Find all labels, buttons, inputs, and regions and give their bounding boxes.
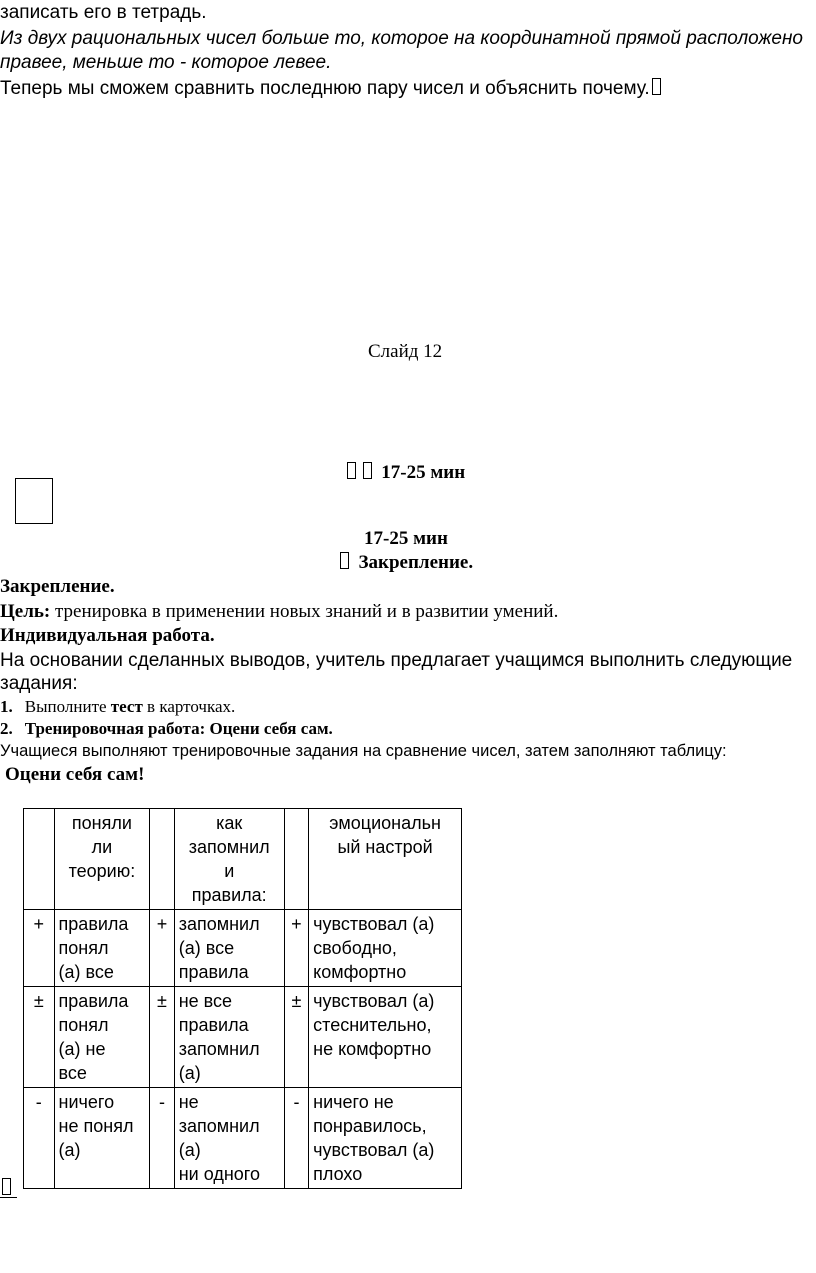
- intro-conclusion-text: Теперь мы сможем сравнить последнюю пару чисел и объяснить почему.: [0, 78, 650, 99]
- goal-label: Цель:: [0, 601, 51, 622]
- table-cell: правила понял (а) все: [54, 910, 150, 987]
- task-item: [0, 719, 333, 739]
- table-cell: правила понял (а) не все: [54, 987, 150, 1088]
- table-cell: не запомнил (а) ни одного: [174, 1088, 284, 1189]
- task-number: 1.: [0, 697, 13, 716]
- row-mark: ±: [284, 987, 308, 1088]
- rule-text-line-1: Из двух рациональных чисел больше то, которое на координатной прямой расположено: [0, 28, 803, 49]
- slide-label: Слайд 12: [368, 341, 443, 362]
- table-cell-empty: [284, 809, 308, 910]
- table-cell-empty: [24, 809, 55, 910]
- table-cell: чувствовал (а) свободно, комфортно: [309, 910, 462, 987]
- task-bold: тест: [110, 697, 143, 716]
- missing-glyph-icon: [340, 552, 349, 569]
- task-post: в карточках.: [142, 697, 236, 716]
- task-pre: Выполните: [24, 697, 111, 716]
- time-text-a: 17-25 мин: [381, 462, 466, 483]
- footer-mark: [0, 1178, 11, 1199]
- task-text: Тренировочная работа: Оцени себя сам.: [24, 719, 333, 738]
- table-row: [24, 1088, 462, 1189]
- header-rules: как запомнил и правила:: [174, 809, 284, 910]
- row-mark: ±: [150, 987, 174, 1088]
- row-mark: +: [150, 910, 174, 987]
- time-text-b: 17-25 мин: [364, 528, 448, 549]
- missing-glyph-icon: [363, 462, 372, 479]
- task-item: [0, 697, 235, 717]
- table-cell: чувствовал (а) стеснительно, не комфортно: [309, 987, 462, 1088]
- row-mark: -: [150, 1088, 174, 1189]
- self-assessment-table: [23, 808, 462, 1189]
- goal-text: тренировка в применении новых знаний и в развитии умений.: [50, 601, 559, 622]
- row-mark: -: [24, 1088, 55, 1189]
- table-cell: запомнил (а) все правила: [174, 910, 284, 987]
- table-row: [24, 987, 462, 1088]
- work-type: Индивидуальная работа.: [0, 625, 215, 646]
- intro-conclusion: [0, 78, 661, 100]
- rule-text-line-2: правее, меньше то - которое левее.: [0, 52, 332, 73]
- instruction-line-2: задания:: [0, 673, 78, 694]
- section-title: Закрепление.: [0, 576, 115, 597]
- row-mark: -: [284, 1088, 308, 1189]
- time-marker-a: [345, 462, 465, 484]
- table-header-row: [24, 809, 462, 910]
- header-theory: поняли ли теорию:: [54, 809, 150, 910]
- consolidation-heading: [338, 552, 473, 574]
- table-cell: не все правила запомнил (а): [174, 987, 284, 1088]
- instruction-line-1: На основании сделанных выводов, учитель предлагает учащимся выполнить следующие: [0, 650, 793, 671]
- missing-glyph-icon: [2, 1178, 11, 1195]
- row-mark: ±: [24, 987, 55, 1088]
- underline-divider: [0, 1197, 17, 1198]
- task-number: 2.: [0, 719, 13, 738]
- table-cell: ничего не понял (а): [54, 1088, 150, 1189]
- missing-glyph-icon: [347, 462, 356, 479]
- table-title: Оцени себя сам!: [5, 764, 145, 785]
- students-text: Учащиеся выполняют тренировочные задания на сравнение чисел, затем заполняют таблицу:: [0, 742, 727, 760]
- header-mood: эмоциональн ый настрой: [309, 809, 462, 910]
- consolidation-heading-text: Закрепление.: [358, 552, 474, 573]
- missing-glyph-icon: [652, 78, 661, 95]
- goal-line: [0, 601, 558, 623]
- intro-line: записать его в тетрадь.: [0, 2, 207, 23]
- table-cell: ничего не понравилось, чувствовал (а) плохо: [309, 1088, 462, 1189]
- row-mark: +: [24, 910, 55, 987]
- empty-frame: [15, 478, 53, 524]
- table-cell-empty: [150, 809, 174, 910]
- table-row: [24, 910, 462, 987]
- row-mark: +: [284, 910, 308, 987]
